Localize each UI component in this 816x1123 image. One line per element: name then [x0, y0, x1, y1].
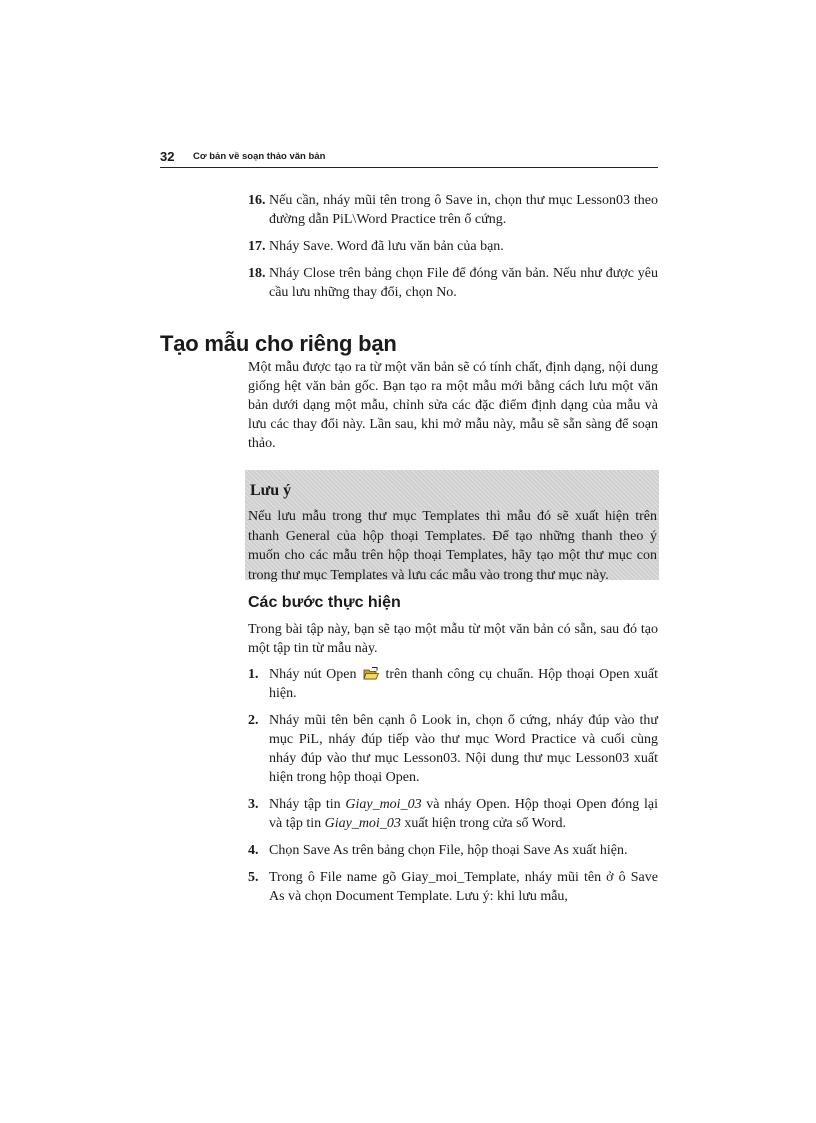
step-text: Chọn Save As trên bảng chọn File, hộp thoại Save As xuất hiện.: [269, 843, 628, 858]
section-intro-text: Một mẫu được tạo ra từ một văn bản sẽ có tính chất, định dạng, nội dung giống hệt văn bản gốc. Bạn tạo ra một mẫu mới bằng cách lưu một văn bản dưới dạng một mẫu, chỉnh sửa các đặc điểm định dạng của mẫu và lưu các thay đổi này. Lần sau, khi mở mẫu này, mẫu sẽ sẵn sàng để soạn thảo.: [248, 360, 658, 451]
note-title: Lưu ý: [250, 482, 292, 499]
step-4: [248, 841, 658, 860]
file-name: Giay_moi_03: [345, 797, 422, 812]
step-number: 17.: [248, 239, 266, 254]
step-text-part: Nháy tập tin: [269, 797, 341, 812]
step-text: Nếu cần, nháy mũi tên trong ô Save in, chọn thư mục Lesson03 theo đường dẫn PiL\Word Practice trên ổ cứng.: [269, 193, 658, 227]
step-number: 2.: [248, 713, 259, 728]
step-text-part: xuất hiện trong cửa sổ Word.: [404, 816, 567, 831]
section-title: Tạo mẫu cho riêng bạn: [160, 331, 397, 356]
note-body: Nếu lưu mẫu trong thư mục Templates thì mẫu đó sẽ xuất hiện trên thanh General của hộp thoại Templates. Để tạo những thanh theo ý muốn cho các mẫu trên hộp thoại Templates, hãy tạo một thư mục con trong thư mục Templates và lưu các mẫu vào trong thư mục này.: [248, 509, 657, 583]
step-number: 1.: [248, 667, 259, 682]
procedure-heading: Các bước thực hiện: [248, 594, 401, 611]
procedure-intro-text: Trong bài tập này, bạn sẽ tạo một mẫu từ một văn bản có sẵn, sau đó tạo một tập tin từ mẫu này.: [248, 622, 658, 656]
note-box: [245, 470, 659, 583]
running-title: Cơ bản về soạn thảo văn bản: [193, 151, 326, 162]
step-number: 16.: [248, 193, 266, 208]
page-header: [160, 150, 658, 168]
page-number: 32: [160, 149, 175, 164]
step-text: [269, 665, 658, 703]
step-text: Nháy Save. Word đã lưu văn bản của bạn.: [269, 239, 504, 254]
step-text: Nháy Close trên bảng chọn File để đóng văn bản. Nếu như được yêu cầu lưu những thay đổi, chọn No.: [269, 266, 658, 300]
section-intro: [248, 358, 658, 453]
step-text: Trong ô File name gõ Giay_moi_Template, nháy mũi tên ở ô Save As và chọn Document Template. Lưu ý: khi lưu mẫu,: [269, 870, 658, 904]
step-text-part: trên thanh công cụ chuẩn. Hộp thoại Open xuất hiện.: [269, 667, 659, 701]
step-18: [248, 264, 658, 302]
step-text-part: Nháy nút Open: [269, 667, 357, 682]
step-1: [248, 665, 658, 703]
step-5: [248, 868, 658, 906]
step-text: [269, 795, 658, 833]
step-16: [248, 191, 658, 229]
step-17: [248, 237, 658, 256]
step-number: 18.: [248, 266, 266, 281]
step-3: [248, 795, 658, 833]
step-number: 5.: [248, 870, 259, 885]
step-text-part: và nháy Open. Hộp thoại Open đóng lại và tập tin: [269, 797, 658, 831]
step-number: 3.: [248, 797, 259, 812]
step-text: Nháy mũi tên bên cạnh ô Look in, chọn ổ cứng, nháy đúp vào thư mục PiL, nháy đúp tiếp vào thư mục Word Practice và cuối cùng nháy đúp vào thư mục Lesson03. Nội dung thư mục Lesson03 xuất hiện trong hộp thoại Open.: [269, 713, 658, 785]
file-name: Giay_moi_03: [324, 816, 401, 831]
open-folder-icon: [363, 667, 379, 680]
procedure-intro: [248, 620, 658, 658]
step-2: [248, 711, 658, 787]
step-number: 4.: [248, 843, 259, 858]
